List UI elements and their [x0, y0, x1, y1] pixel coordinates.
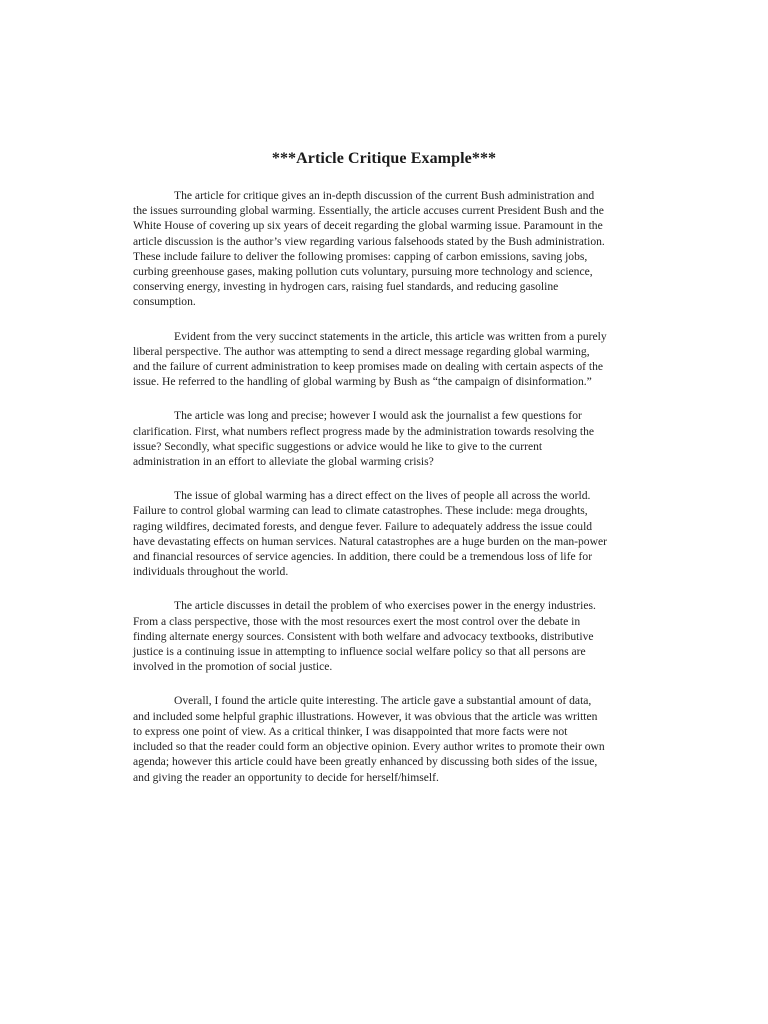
paragraph-5: The article discusses in detail the problem of who exercises power in the energy industries. From a class perspective, those with the most resources exert the most control over the debate in finding alternate energy sources. Consistent with both welfare and advocacy textbooks, distributive justice is a continuing issue in attempting to influence social welfare policy so that all persons are involved in the promotion of social justice.: [133, 599, 596, 674]
paragraph-4: The issue of global warming has a direct effect on the lives of people all across the world. Failure to control global warming can lead to climate catastrophes. These include: mega droughts, raging wildfires, decimated forests, and dengue fever. Failure to adequately address the issue could have devastating effects on human services. Natural catastrophes are a huge burden on the man-power and financial resources of service agencies. In addition, there could be a tremendous loss of life for individuals throughout the world.: [133, 489, 607, 579]
paragraph-3: The article was long and precise; however I would ask the journalist a few questions for clarification. First, what numbers reflect progress made by the administration towards resolving the issue? Secondly, what specific suggestions or advice would he like to give to the current administration in an effort to alleviate the global warming crisis?: [133, 409, 595, 469]
paragraph-6: Overall, I found the article quite interesting. The article gave a substantial amount of data, and included some helpful graphic illustrations. However, it was obvious that the article was written to express one point of view. As a critical thinker, I was disappointed that more facts were not included so that the reader could form an objective opinion. Every author writes to promote their own agenda; however this article could have been greatly enhanced by discussing both sides of the issue, and giving the reader an opportunity to decide for herself/himself.: [133, 694, 605, 784]
document-title: ***Article Critique Example***: [271, 150, 497, 167]
document-body: [133, 188, 609, 804]
paragraph-2: Evident from the very succinct statements in the article, this article was written from a purely liberal perspective. The author was attempting to send a direct message regarding global warming, and the failure of current administration to keep promises made on dealing with certain aspects of the issue. He referred to the handling of global warming by Bush as “the campaign of disinformation.”: [133, 329, 607, 389]
paragraph-1: The article for critique gives an in-depth discussion of the current Bush administration and the issues surrounding global warming. Essentially, the article accuses current President Bush and the White House of covering up six years of deceit regarding the global warming issue. Paramount in the article discussion is the author’s view regarding various falsehoods stated by the Bush administration. These include failure to deliver the following promises: capping of carbon emissions, saving jobs, curbing greenhouse gases, making pollution cuts voluntary, pursuing more technology and science, conserving energy, investing in hydrogen cars, raising fuel standards, and reducing gasoline consumption.: [133, 189, 605, 309]
